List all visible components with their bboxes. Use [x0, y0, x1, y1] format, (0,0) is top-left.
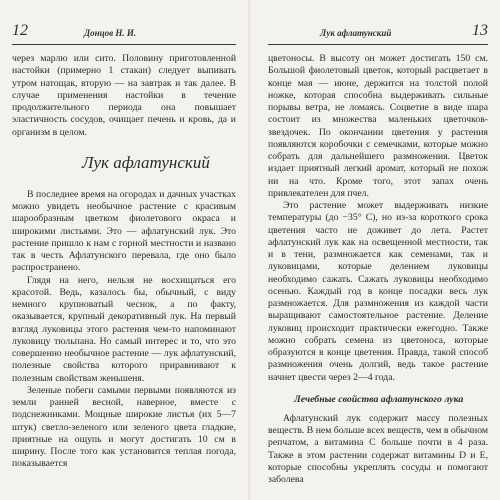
- paragraph: Зеленые побеги самыми первыми появляются из земли ранней весной, наверное, вместе с подснежниками. Мощные широкие листья (их 5—7 штук) светло-зеленого или зеленого цвета гладкие, приятные на ощупь и могут достигать 10 см в ширину. После того как установится теплая погода, показывается: [12, 384, 236, 470]
- left-running-header: [12, 18, 236, 45]
- page-number-right: 13: [472, 22, 488, 39]
- running-head-title: Лук афлатунский: [320, 28, 392, 38]
- paragraph: цветоносы. В высоту он может достигать 150 см. Большой фиолетовый цветок, который расцветает в конце мая — июне, держится на толстой полой ножке, которая способна выдерживать сильные порывы ветра, не ломаясь. Соцветие в виде шара состоит из множества маленьких цветочков-звездочек. По окончании цветения у растения появляются коробочки с семечками, которые можно собрать для дальнейшего размножения. Цветок издает приятный легкий аромат, который не похож ни на что. Кроме того, этот запах очень привлекателен для пчел.: [268, 53, 488, 199]
- subsection-title: Лечебные свойства афлатунского лука: [294, 393, 464, 405]
- section-title: Лук афлатунский: [82, 152, 210, 172]
- page-number-left: 12: [12, 22, 28, 39]
- running-head-author: Донцов Н. И.: [84, 28, 137, 38]
- paragraph-intro: через марлю или сито. Половину приготовленной настойки (примерно 1 стакан) следует выпивать утром натощак, вторую — на завтрак и так далее. В случае применения настойки в течение продолжительного периода она повышает эластичность сосудов, очищает печень и кровь, да и организм в целом.: [12, 53, 236, 138]
- paragraph: Это растение может выдерживать низкие температуры (до −35° С), но из-за короткого срока цветения часто не доживет до лета. Растет афлатунский лук как на освещенной местности, так и в тени, размножается как семенами, так и луковицами, которые делением луковицы необходимо сажать. Сажать луковицы необходимо осенью. Каждый год в конце посадки весь лук размножается. Для размножения из каждой части выращивают самостоятельное растение. Деление луковиц происходит практически ежегодно. Также можно собрать семена из цветоноса, которые образуются в конце цветения. Правда, такой способ размножения очень долгий, ведь такое растение начнет цвести через 2—4 года.: [268, 200, 488, 383]
- right-running-header: [268, 18, 488, 45]
- paragraph: Глядя на него, нельзя не восхищаться его красотой. Ведь, казалось бы, обычный, с виду немного крупноватый чеснок, а по факту, оказывается, крупный декоративный лук. На первый взгляд луковицы этого растения чем-то напоминают луковицу тюльпана. Но самый интерес и то, что это совершенно необычное растение — лук афлатунский, полезные свойства которого приравнивают к полезным свойствам женьшеня.: [12, 274, 236, 384]
- right-page: [250, 0, 500, 500]
- paragraph: Афлатунский лук содержит массу полезных веществ. В нем больше всех веществ, чем в обычном репчатом, а витамина С больше почти в 4 раза. Также в этом растении содержат витамины D и E, которые способны укреплять сосуды и помогают заболева: [268, 412, 488, 485]
- paragraph: В последнее время на огородах и дачных участках можно увидеть необычное растение с красивым шарообразным цветком фиолетового окраса и широкими листьями. Это — афлатунский лук. Это растение пришло к нам с горной местности и названо так в честь Афлатунского перевала, где оно было распространено.: [12, 188, 236, 274]
